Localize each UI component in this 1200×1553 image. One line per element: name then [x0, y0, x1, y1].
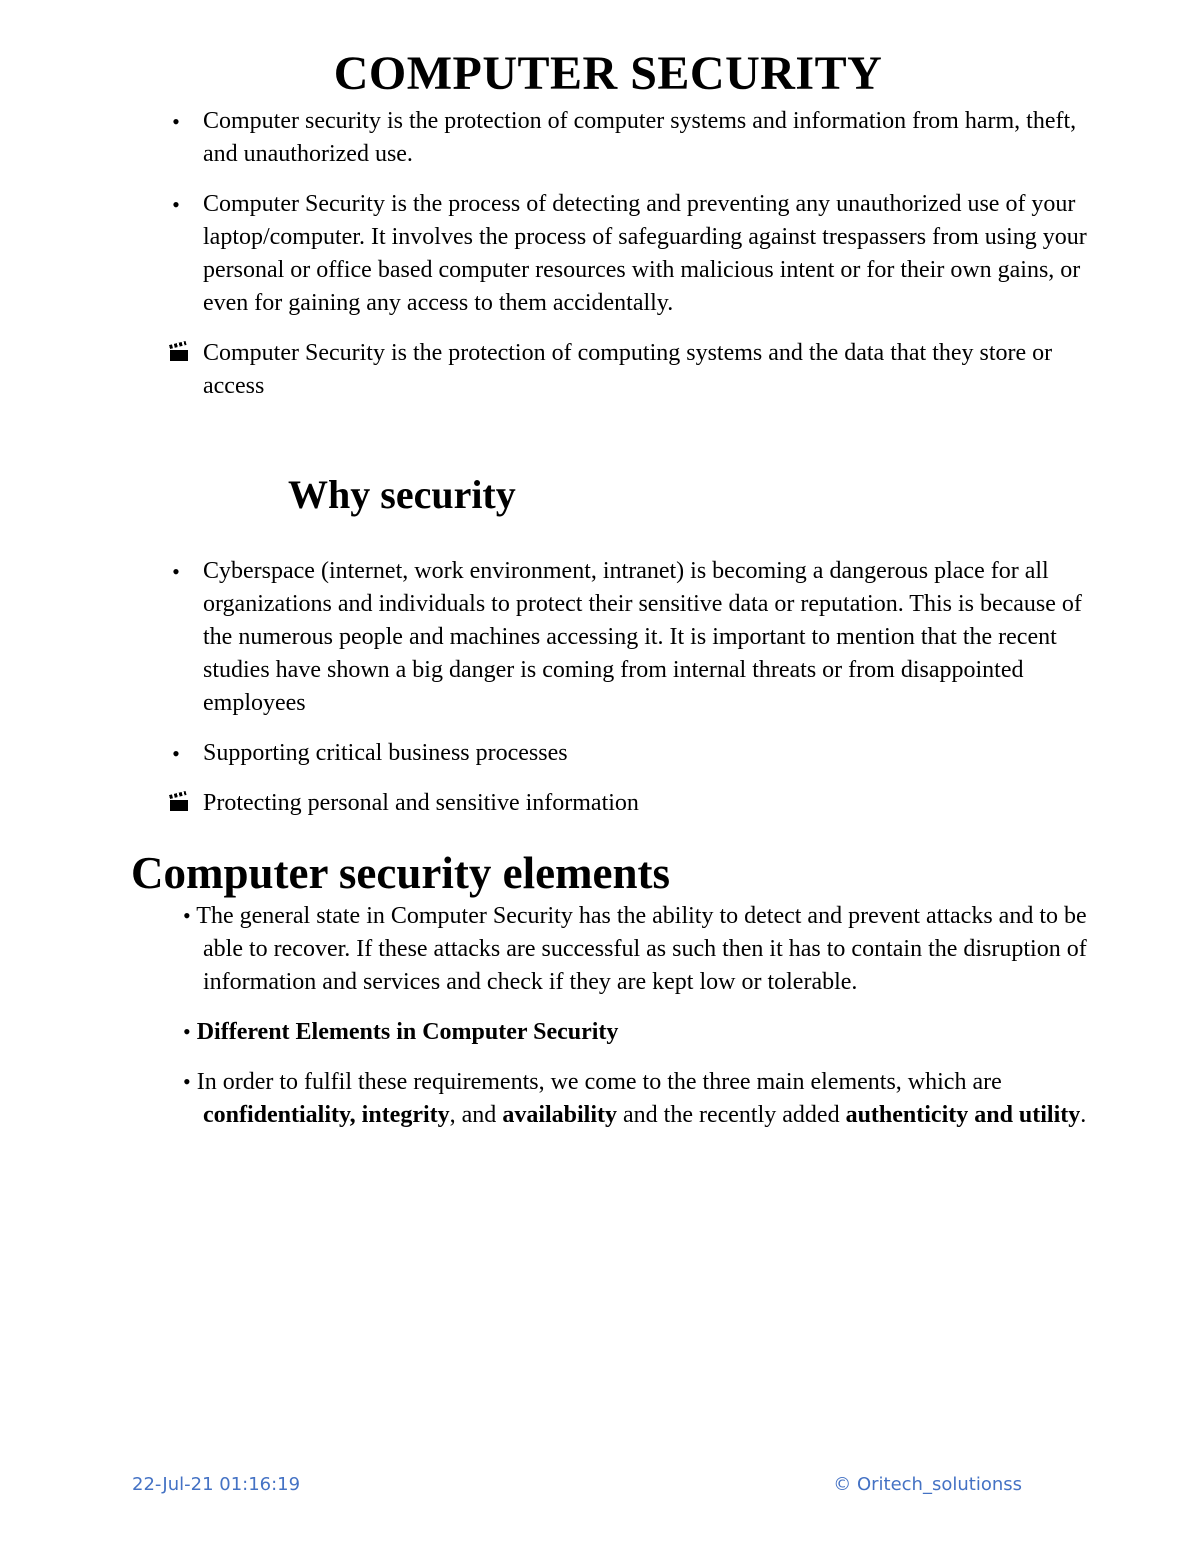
clapperboard-icon: [170, 795, 188, 810]
list-item: [0, 1065, 1200, 1132]
list-item-text: Computer Security is the protection of computing systems and the data that they store or access: [203, 340, 1053, 399]
bullet-marker: •: [172, 192, 180, 217]
list-item: [0, 105, 1200, 171]
bullet-marker: •: [183, 1069, 191, 1094]
footer-timestamp: 22-Jul-21 01:16:19: [132, 1474, 301, 1495]
bullet-marker: •: [183, 1019, 191, 1044]
requirements-text: , and: [449, 1102, 503, 1128]
bullet-marker: •: [183, 903, 191, 928]
list-item-text: Computer Security is the process of detecting and preventing any unauthorized use of your laptop/computer. It involves the process of safeguarding against trespassers from using your personal or office based computer resources with malicious intent or for their own gains, or even for gaining any access to them accidentally.: [203, 191, 1087, 316]
list-item: [0, 555, 1200, 720]
different-elements-label: Different Elements in Computer Security: [196, 1019, 619, 1045]
list-item-text: Supporting critical business processes: [203, 740, 568, 766]
intro-bullet-list: [0, 105, 1200, 403]
list-item-text: Protecting personal and sensitive information: [203, 790, 639, 816]
list-item-text: Cyberspace (internet, work environment, intranet) is becoming a dangerous place for all organizations and individuals to protect their sensitive data or reputation. This is because of the numerous people and machines accessing it. It is important to mention that the recent studies have shown a big danger is coming from internal threats or from disappointed employees: [203, 558, 1082, 716]
clapperboard-icon: [170, 345, 188, 360]
integrity-term: integrity: [361, 1102, 450, 1128]
elements-list: [0, 899, 1200, 1132]
list-item: [0, 1015, 1200, 1049]
elements-heading: Computer security elements: [131, 848, 671, 898]
requirements-end: .: [1080, 1102, 1087, 1128]
confidentiality-term: confidentiality: [203, 1102, 350, 1128]
why-bullet-list: [0, 555, 1200, 820]
list-item: [0, 899, 1200, 999]
footer-copyright: © Oritech_solutionss: [833, 1474, 1022, 1495]
list-item: [0, 188, 1200, 320]
list-item-text: Computer security is the protection of computer systems and information from harm, theft, and unauthorized use.: [203, 108, 1077, 167]
authenticity-utility-term: authenticity and utility: [845, 1102, 1081, 1128]
list-item-text: The general state in Computer Security has the ability to detect and prevent attacks and to be able to recover. If these attacks are successful as such then it has to contain the disruption of information and services and check if they are kept low or tolerable.: [196, 903, 1087, 995]
comma-separator: ,: [349, 1102, 362, 1128]
list-item: [0, 737, 1200, 770]
bullet-marker: •: [172, 559, 180, 584]
requirements-text: In order to fulfil these requirements, we come to the three main elements, which are: [196, 1069, 1002, 1095]
list-item: [0, 787, 1200, 820]
document-title: COMPUTER SECURITY: [333, 47, 883, 100]
why-security-heading: Why security: [288, 472, 516, 517]
bullet-marker: •: [172, 741, 180, 766]
requirements-text: and the recently added: [617, 1102, 846, 1128]
availability-term: availability: [502, 1102, 617, 1128]
list-item: [0, 337, 1200, 403]
bullet-marker: •: [172, 109, 180, 134]
